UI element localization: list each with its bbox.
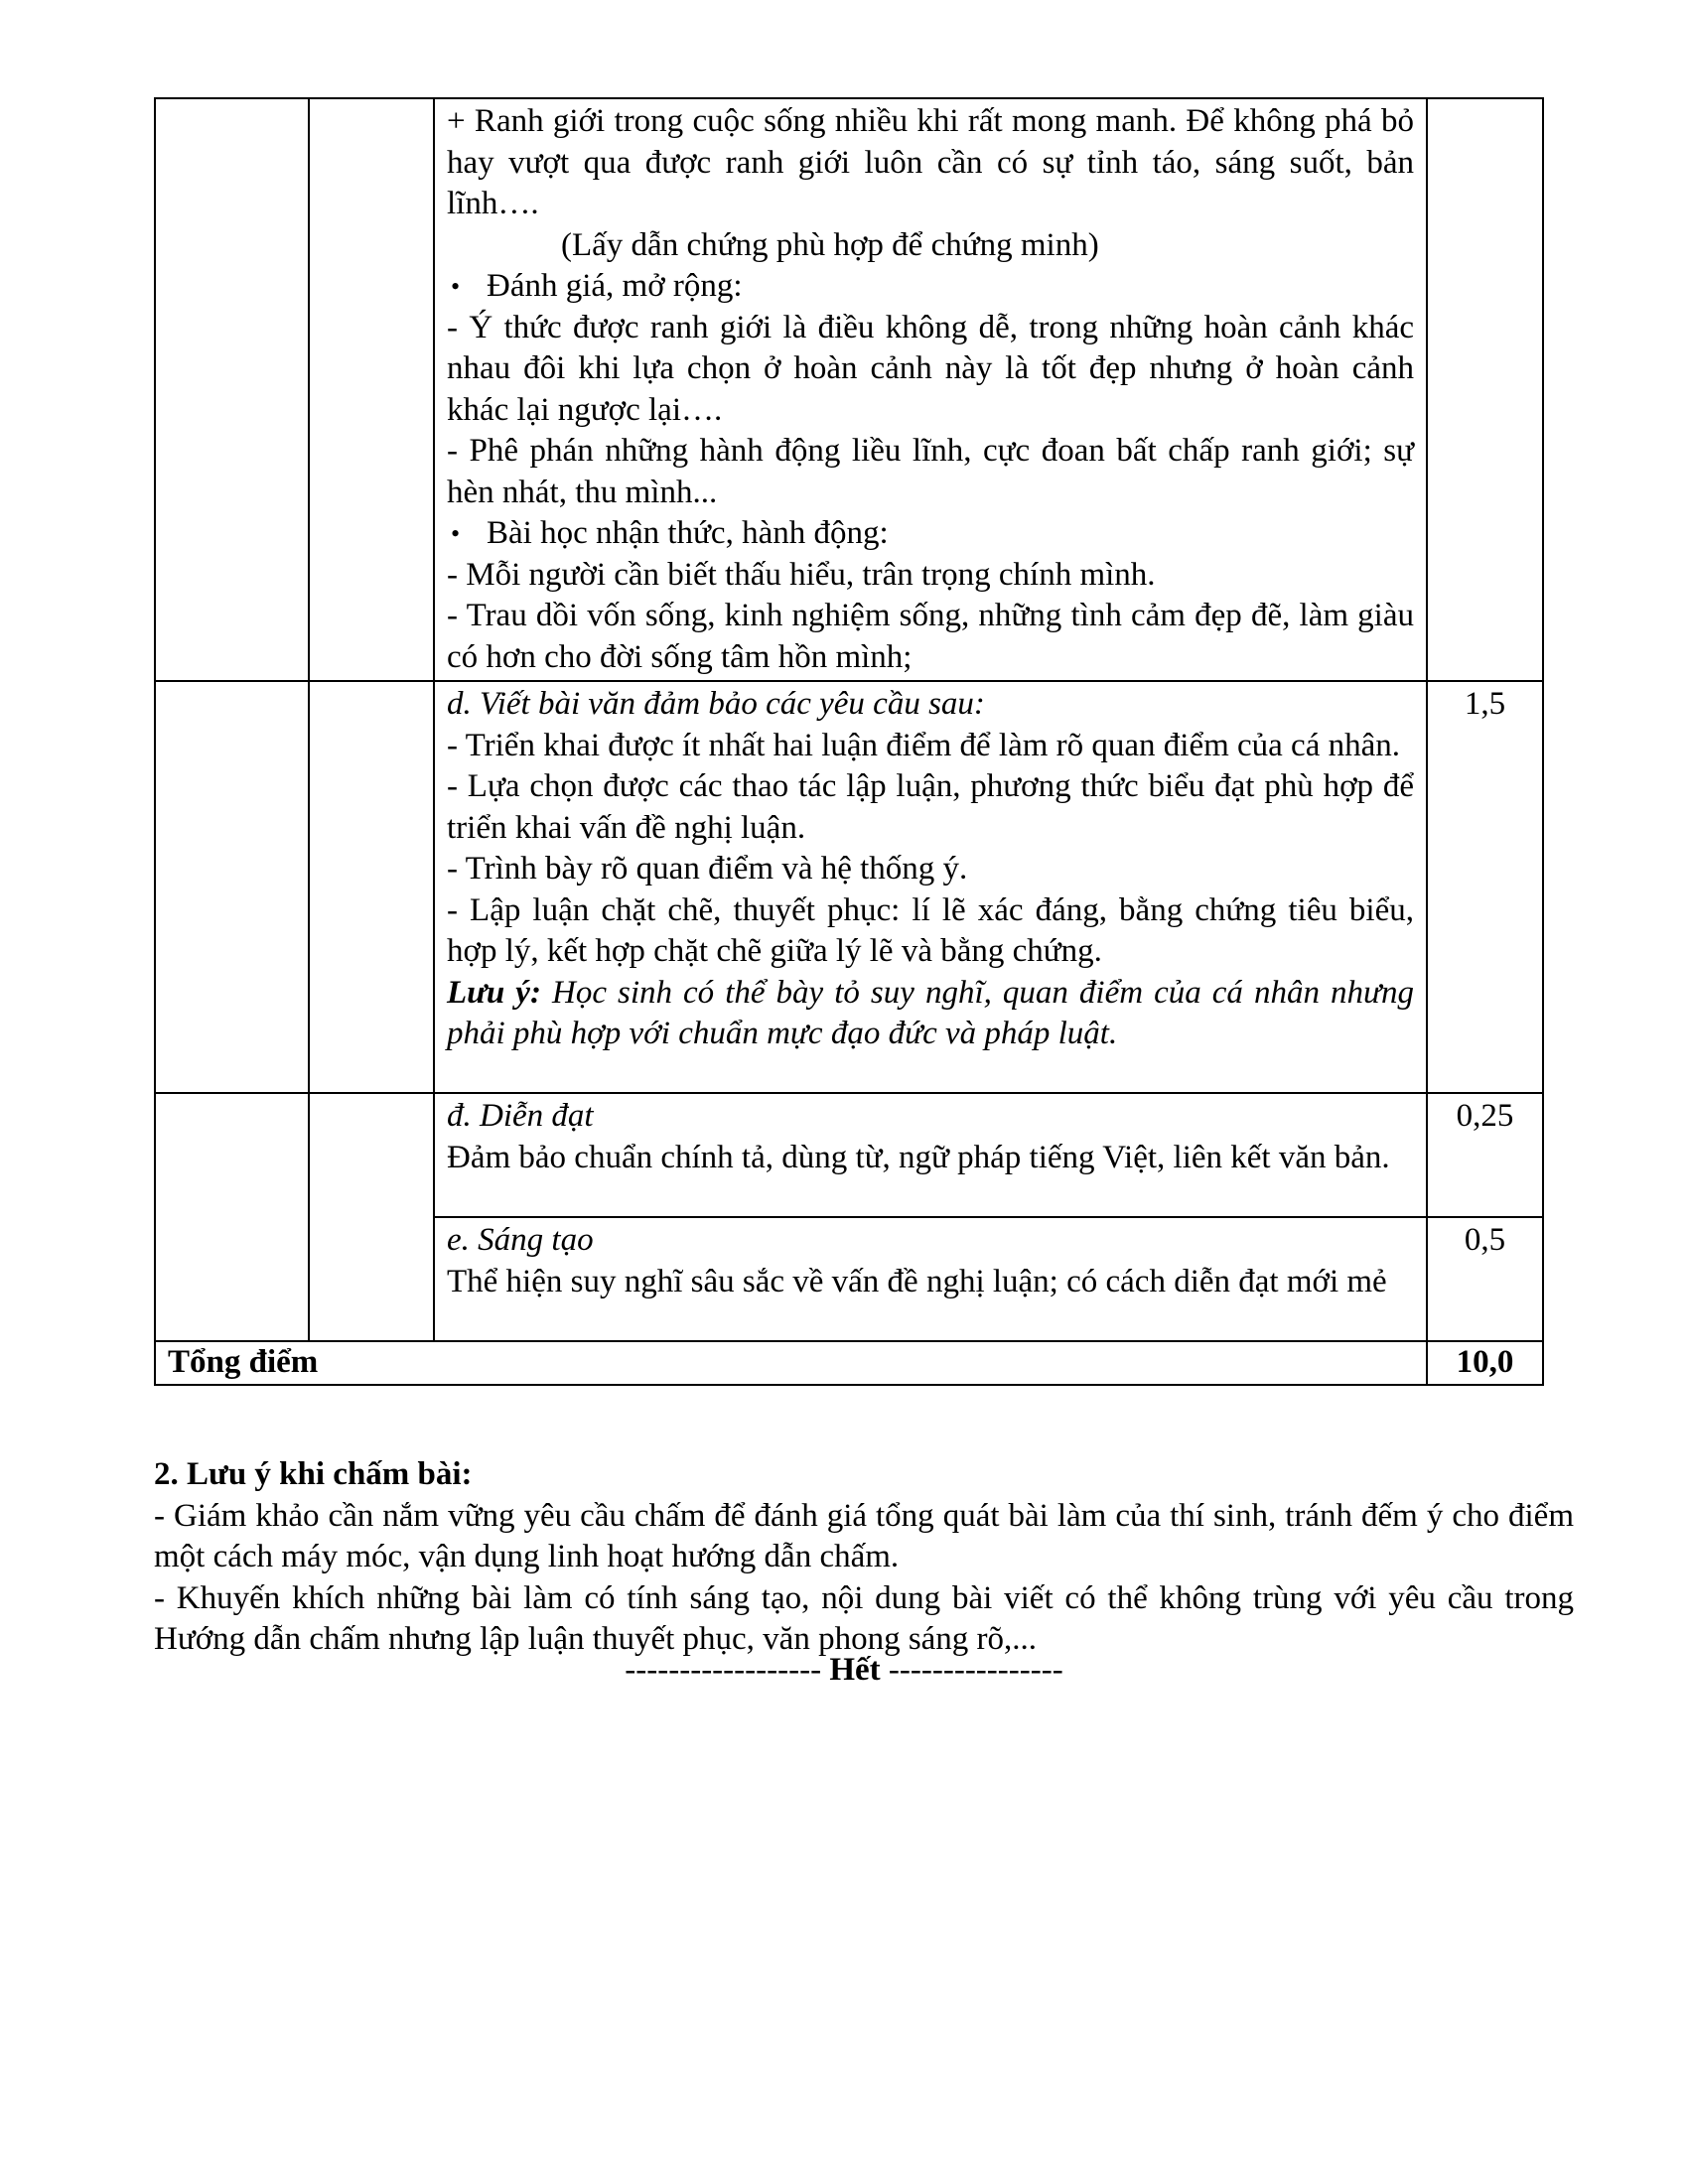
content-line: (Lấy dẫn chứng phù hợp để chứng minh): [561, 226, 1099, 263]
note-label: Lưu ý:: [447, 974, 541, 1011]
content-line: + Ranh giới trong cuộc sống nhiều khi rất mong manh. Để không phá bỏ hay vượt qua được ranh giới luôn cần có sự tỉnh táo, sáng suốt, bản lĩnh….: [447, 103, 1414, 221]
content-line: - Triển khai được ít nhất hai luận điểm để làm rõ quan điểm của cá nhân.: [447, 727, 1400, 763]
rubric-cell-question: [309, 98, 434, 681]
grading-notes: [154, 1454, 1574, 1661]
total-score: 10,0: [1427, 1341, 1543, 1385]
rubric-cell-score: 1,5: [1427, 681, 1543, 1093]
rubric-row-total: [155, 1341, 1543, 1385]
content-line: - Phê phán những hành động liều lĩnh, cực đoan bất chấp ranh giới; sự hèn nhát, thu mình...: [447, 433, 1414, 510]
criterion-heading: d. Viết bài văn đảm bảo các yêu cầu sau:: [447, 686, 985, 722]
content-line: - Mỗi người cần biết thấu hiểu, trân trọng chính mình.: [447, 556, 1156, 593]
notes-item: - Giám khảo cần nắm vững yêu cầu chấm để đánh giá tổng quát bài làm của thí sinh, tránh đếm ý cho điểm một cách máy móc, vận dụng linh hoạt hướng dẫn chấm.: [154, 1497, 1574, 1574]
rubric-cell-part: [155, 681, 309, 1093]
bullet-item: • Bài học nhận thức, hành động:: [447, 513, 1414, 555]
rubric-cell-content: [434, 1217, 1427, 1341]
content-line: Đảm bảo chuẩn chính tả, dùng từ, ngữ pháp tiếng Việt, liên kết văn bản.: [447, 1139, 1390, 1175]
end-word: Hết: [829, 1652, 881, 1688]
note-text: Học sinh có thể bày tỏ suy nghĩ, quan điểm của cá nhân nhưng phải phù hợp với chuẩn mực đạo đức và pháp luật.: [447, 974, 1414, 1051]
criterion-heading: e. Sáng tạo: [447, 1222, 594, 1258]
rubric-cell-content: [434, 681, 1427, 1093]
rubric-cell-score: [1427, 98, 1543, 681]
end-dashes-left: ------------------: [625, 1652, 830, 1688]
rubric-cell-score: 0,25: [1427, 1093, 1543, 1217]
end-marker: [0, 1650, 1688, 1692]
rubric-row-d: [155, 681, 1543, 1093]
rubric-cell-content: [434, 1093, 1427, 1217]
content-line: - Lựa chọn được các thao tác lập luận, phương thức biểu đạt phù hợp để triển khai vấn đề nghị luận.: [447, 768, 1414, 846]
content-line: - Ý thức được ranh giới là điều không dễ, trong những hoàn cảnh khác nhau đôi khi lựa chọn ở hoàn cảnh này là tốt đẹp nhưng ở hoàn cảnh khác lại ngược lại….: [447, 309, 1414, 428]
rubric-cell-content: [434, 98, 1427, 681]
content-line: - Trau dồi vốn sống, kinh nghiệm sống, những tình cảm đẹp đẽ, làm giàu có hơn cho đời sống tâm hồn mình;: [447, 598, 1414, 675]
content-line: - Lập luận chặt chẽ, thuyết phục: lí lẽ xác đáng, bằng chứng tiêu biểu, hợp lý, kết hợp chặt chẽ giữa lý lẽ và bằng chứng.: [447, 891, 1414, 969]
rubric-cell-question: [309, 681, 434, 1093]
rubric-cell-question: [309, 1093, 434, 1341]
grading-rubric-table: [154, 97, 1544, 1386]
criterion-heading: đ. Diễn đạt: [447, 1098, 594, 1134]
rubric-row-ranh-gioi: [155, 98, 1543, 681]
content-line: - Trình bày rõ quan điểm và hệ thống ý.: [447, 851, 968, 887]
end-dashes-right: ----------------: [880, 1652, 1063, 1688]
rubric-cell-part: [155, 98, 309, 681]
content-line: Thể hiện suy nghĩ sâu sắc về vấn đề nghị luận; có cách diễn đạt mới mẻ: [447, 1263, 1387, 1299]
note-line: [447, 973, 1414, 1055]
rubric-row-dd: [155, 1093, 1543, 1217]
rubric-cell-score: 0,5: [1427, 1217, 1543, 1341]
total-label: Tổng điểm: [155, 1341, 1427, 1385]
bullet-item: • Đánh giá, mở rộng:: [447, 266, 1414, 308]
notes-heading: 2. Lưu ý khi chấm bài:: [154, 1456, 473, 1492]
rubric-cell-part: [155, 1093, 309, 1341]
notes-item: - Khuyến khích những bài làm có tính sáng tạo, nội dung bài viết có thể không trùng với yêu cầu trong Hướng dẫn chấm nhưng lập luận thuyết phục, văn phong sáng rõ,...: [154, 1579, 1574, 1657]
